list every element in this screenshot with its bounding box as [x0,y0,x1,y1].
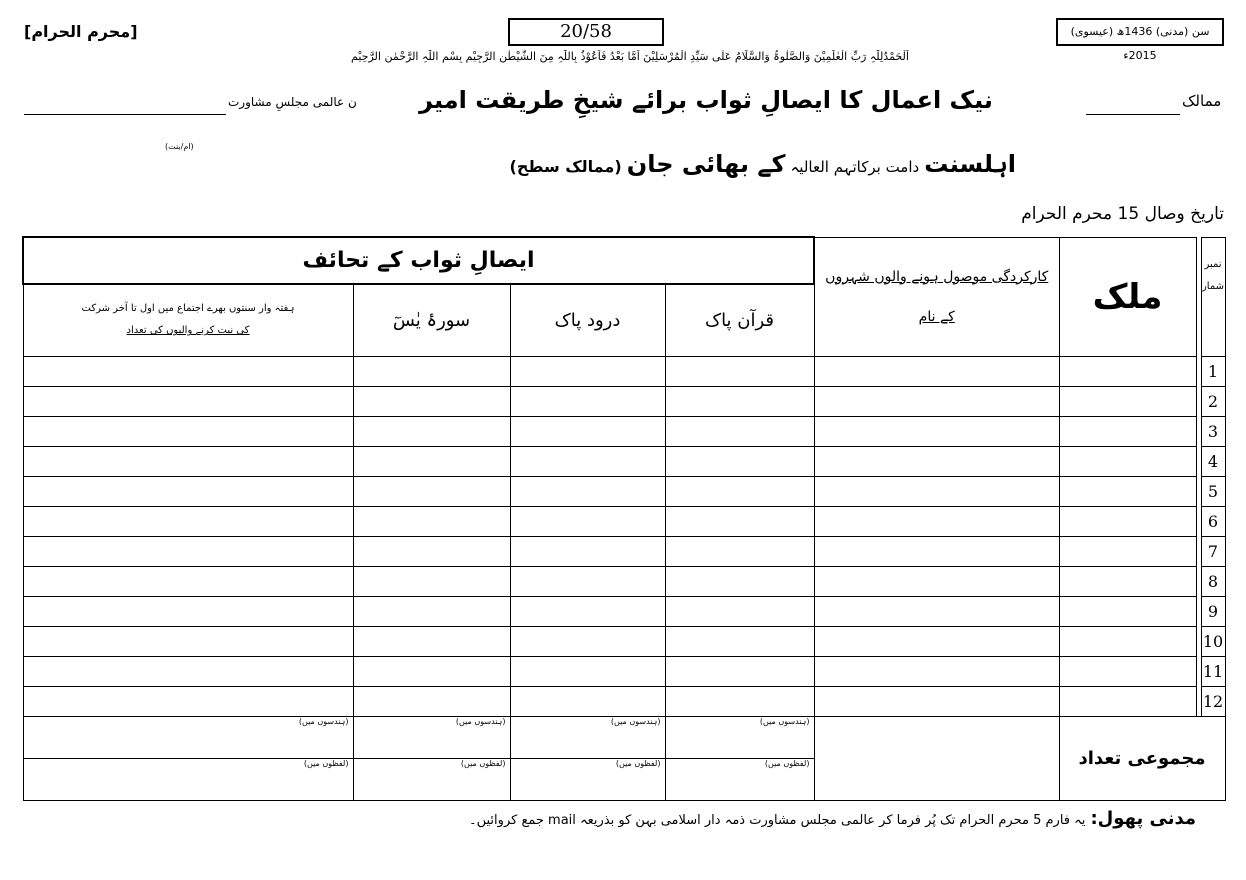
cell-country[interactable] [1059,596,1196,626]
col-cities-line1: کارکردگی موصول ہونے والوں شہروں [825,268,1049,285]
cell-country[interactable] [1059,656,1196,686]
table-row [23,506,1225,536]
col-weekly [23,284,353,356]
table-row [23,656,1225,686]
cell-durood[interactable] [510,386,665,416]
cell-quran[interactable] [665,446,814,476]
cell-weekly[interactable] [23,476,353,506]
col-serial: نمبر شمار [1201,237,1225,356]
cell-country[interactable] [1059,416,1196,446]
cell-weekly[interactable] [23,626,353,656]
col-quran: قرآن پاک [665,284,814,356]
total-label: مجموعی تعداد [1059,716,1225,800]
cell-quran[interactable] [665,476,814,506]
cell-weekly[interactable] [23,446,353,476]
cell-cities[interactable] [814,416,1059,446]
total-durood-digits[interactable]: (ہندسوں میں) [510,716,665,758]
cell-quran[interactable] [665,686,814,716]
cell-cities[interactable] [814,506,1059,536]
cell-weekly[interactable] [23,356,353,386]
cell-durood[interactable] [510,626,665,656]
cell-country[interactable] [1059,446,1196,476]
cell-country[interactable] [1059,626,1196,656]
table-row [23,596,1225,626]
cell-quran[interactable] [665,536,814,566]
total-quran-digits[interactable]: (ہندسوں میں) [665,716,814,758]
group-title: ایصالِ ثواب کے تحائف [23,237,814,284]
cell-yaseen[interactable] [353,446,510,476]
cell-weekly[interactable] [23,386,353,416]
total-quran-words[interactable]: (لفظوں میں) [665,758,814,800]
table-row [23,686,1225,716]
table-row [23,356,1225,386]
wisal-date: تاریخ وصال 15 محرم الحرام [1021,204,1224,224]
cell-yaseen[interactable] [353,476,510,506]
cell-quran[interactable] [665,356,814,386]
cell-durood[interactable] [510,356,665,386]
total-durood-words[interactable]: (لفظوں میں) [510,758,665,800]
cell-cities[interactable] [814,356,1059,386]
cell-durood[interactable] [510,566,665,596]
cell-country[interactable] [1059,356,1196,386]
basmala: اَلْحَمْدُلِلّٰہِ رَبِّ الْعٰلَمِیْنَ وَالصَّلٰوۃُ وَالسَّلَامُ عَلٰی سَیِّدِ الْمُرْسَلِیْنَ اَمَّا بَعْدُ فَاَعُوْذُ بِاللّٰہِ مِنَ الشَّیْطٰنِ الرَّجِیْمِ بِسْمِ اللّٰہِ الرَّحْمٰنِ الرَّحِیْمِ [351,50,909,63]
cell-weekly[interactable] [23,566,353,596]
cell-durood[interactable] [510,476,665,506]
cell-cities[interactable] [814,476,1059,506]
row-number: 9 [1201,596,1225,626]
row-number: 12 [1201,686,1225,716]
row-number: 8 [1201,566,1225,596]
mamalik-label: ممالک [1182,92,1222,110]
total-weekly-digits[interactable]: (ہندسوں میں) [23,716,353,758]
umm-bint-note: (ام/بنت) [165,142,194,151]
total-cities-cell[interactable] [814,716,1059,800]
cell-weekly[interactable] [23,506,353,536]
cell-yaseen[interactable] [353,566,510,596]
year-box: سن (مدنی) 1436ھ (عیسوی) 2015ء [1056,18,1224,46]
cell-quran[interactable] [665,506,814,536]
table-row [23,416,1225,446]
cell-quran[interactable] [665,566,814,596]
row-number: 4 [1201,446,1225,476]
mamalik-field[interactable] [1086,114,1180,115]
total-yaseen-words[interactable]: (لفظوں میں) [353,758,510,800]
cell-country[interactable] [1059,566,1196,596]
cell-yaseen[interactable] [353,416,510,446]
cell-durood[interactable] [510,506,665,536]
table-row [23,386,1225,416]
col-durood: درود پاک [510,284,665,356]
form-title: نیک اعمال کا ایصالِ ثواب برائے شیخِ طریقت امیر [419,86,993,114]
subtitle-honorific: دامت برکاتہم العالیہ [790,158,920,176]
page-number-box: 20/58 [508,18,664,46]
cell-durood[interactable] [510,596,665,626]
cell-yaseen[interactable] [353,386,510,416]
cell-weekly[interactable] [23,416,353,446]
cell-country[interactable] [1059,536,1196,566]
subtitle-main: اہلسنت [924,150,1016,178]
row-number: 11 [1201,656,1225,686]
cell-country[interactable] [1059,686,1196,716]
table-row [23,536,1225,566]
cell-country[interactable] [1059,506,1196,536]
table-row [23,626,1225,656]
cell-quran[interactable] [665,656,814,686]
row-number: 10 [1201,626,1225,656]
row-number: 6 [1201,506,1225,536]
row-number: 5 [1201,476,1225,506]
majlis-field[interactable] [24,114,226,115]
cell-weekly[interactable] [23,536,353,566]
cell-quran[interactable] [665,626,814,656]
col-weekly-line2: کی نیت کرنے والیوں کی تعداد [126,325,250,337]
cell-cities[interactable] [814,626,1059,656]
majlis-label: ن عالمی مجلسِ مشاورت [228,95,357,109]
cell-quran[interactable] [665,416,814,446]
cell-cities[interactable] [814,386,1059,416]
cell-cities[interactable] [814,536,1059,566]
cell-weekly[interactable] [23,656,353,686]
month-badge: [محرم الحرام] [24,22,138,41]
cell-cities[interactable] [814,656,1059,686]
cell-cities[interactable] [814,566,1059,596]
col-cities [814,237,1059,356]
cell-cities[interactable] [814,596,1059,626]
col-cities-line2: کے نام [918,308,955,325]
row-number: 7 [1201,536,1225,566]
cell-cities[interactable] [814,446,1059,476]
col-weekly-line1: ہفتہ وار سنتوں بھرے اجتماع میں اول تا آخر شرکت [81,303,295,315]
cell-durood[interactable] [510,416,665,446]
cell-durood[interactable] [510,536,665,566]
footer-note [469,808,1196,829]
total-yaseen-digits[interactable]: (ہندسوں میں) [353,716,510,758]
row-number: 1 [1201,356,1225,386]
row-number: 2 [1201,386,1225,416]
cell-country[interactable] [1059,386,1196,416]
cell-yaseen[interactable] [353,596,510,626]
cell-country[interactable] [1059,476,1196,506]
cell-yaseen[interactable] [353,656,510,686]
cell-yaseen[interactable] [353,536,510,566]
col-country: ملک [1059,237,1196,356]
cell-cities[interactable] [814,686,1059,716]
footer-label: مدنی پھول: [1090,808,1196,829]
cell-durood[interactable] [510,446,665,476]
cell-yaseen[interactable] [353,356,510,386]
table-row [23,566,1225,596]
total-weekly-words[interactable]: (لفظوں میں) [23,758,353,800]
cell-quran[interactable] [665,386,814,416]
form-subtitle [396,150,1016,178]
col-yaseen: سورۂ یٰسٓ [353,284,510,356]
row-number: 3 [1201,416,1225,446]
report-table [22,236,1226,801]
cell-weekly[interactable] [23,596,353,626]
cell-yaseen[interactable] [353,686,510,716]
cell-yaseen[interactable] [353,506,510,536]
cell-durood[interactable] [510,656,665,686]
cell-weekly[interactable] [23,686,353,716]
subtitle-end: کے بھائی جان [626,150,786,178]
cell-yaseen[interactable] [353,626,510,656]
table-row [23,446,1225,476]
table-row [23,476,1225,506]
subtitle-level: (ممالک سطح) [509,157,622,176]
cell-quran[interactable] [665,596,814,626]
footer-text: یہ فارم 5 محرم الحرام تک پُر فرما کر عالمی مجلس مشاورت ذمہ دار اسلامی بہن کو بذریعہ mail جمع کروائیں۔ [469,813,1086,828]
cell-durood[interactable] [510,686,665,716]
